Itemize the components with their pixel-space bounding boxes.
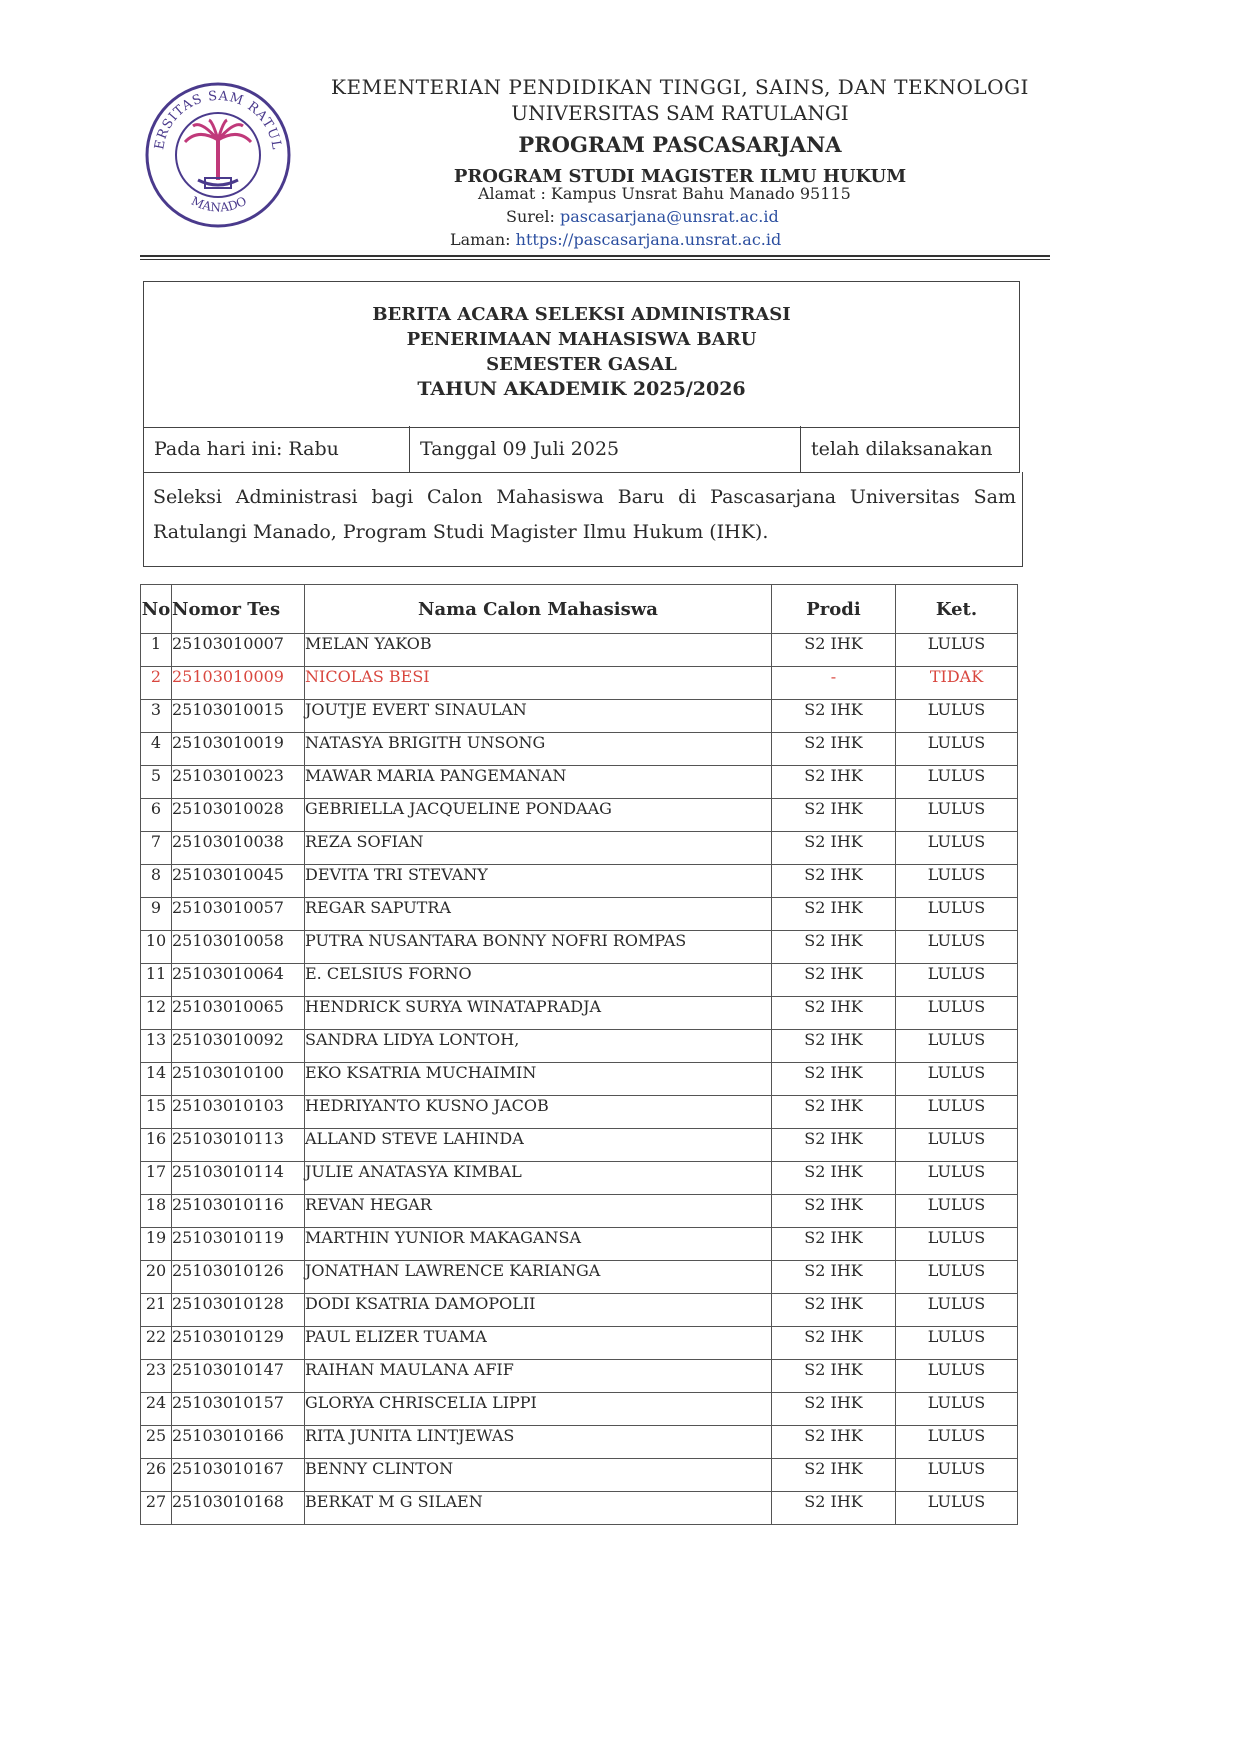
row-nomor-tes: 25103010166 (172, 1426, 305, 1459)
header-nomor-tes: Nomor Tes (172, 585, 305, 634)
row-nama: EKO KSATRIA MUCHAIMIN (305, 1063, 772, 1096)
row-prodi: S2 IHK (772, 1228, 896, 1261)
row-prodi: S2 IHK (772, 1162, 896, 1195)
row-no: 9 (141, 898, 172, 931)
row-ket: LULUS (896, 997, 1018, 1030)
row-prodi: S2 IHK (772, 1294, 896, 1327)
row-nama: MARTHIN YUNIOR MAKAGANSA (305, 1228, 772, 1261)
row-nomor-tes: 25103010019 (172, 733, 305, 766)
row-no: 16 (141, 1129, 172, 1162)
table-row (141, 964, 1018, 997)
table-row (141, 865, 1018, 898)
row-prodi: S2 IHK (772, 1129, 896, 1162)
website-label: Laman: (450, 230, 516, 249)
row-no: 4 (141, 733, 172, 766)
row-nama: ALLAND STEVE LAHINDA (305, 1129, 772, 1162)
email-link[interactable]: pascasarjana@unsrat.ac.id (559, 207, 779, 226)
row-no: 1 (141, 634, 172, 667)
email-label: Surel: (506, 207, 560, 226)
table-row (141, 1228, 1018, 1261)
row-ket: LULUS (896, 865, 1018, 898)
row-prodi: S2 IHK (772, 1063, 896, 1096)
row-nomor-tes: 25103010045 (172, 865, 305, 898)
row-nama: PUTRA NUSANTARA BONNY NOFRI ROMPAS (305, 931, 772, 964)
row-ket: LULUS (896, 964, 1018, 997)
table-row (141, 1030, 1018, 1063)
row-prodi: S2 IHK (772, 1096, 896, 1129)
row-nomor-tes: 25103010116 (172, 1195, 305, 1228)
row-nomor-tes: 25103010147 (172, 1360, 305, 1393)
row-prodi: S2 IHK (772, 1459, 896, 1492)
table-row (141, 700, 1018, 733)
header-no: No (141, 585, 172, 634)
university-name: UNIVERSITAS SAM RATULANGI (511, 101, 849, 125)
row-nama: GLORYA CHRISCELIA LIPPI (305, 1393, 772, 1426)
row-ket: LULUS (896, 634, 1018, 667)
table-row (141, 1459, 1018, 1492)
row-prodi: S2 IHK (772, 1492, 896, 1525)
row-prodi: S2 IHK (772, 1327, 896, 1360)
row-nama: E. CELSIUS FORNO (305, 964, 772, 997)
info-date: Tanggal 09 Juli 2025 (410, 426, 801, 472)
row-no: 26 (141, 1459, 172, 1492)
row-no: 3 (141, 700, 172, 733)
row-prodi: S2 IHK (772, 997, 896, 1030)
row-prodi: S2 IHK (772, 865, 896, 898)
row-ket: LULUS (896, 1393, 1018, 1426)
row-prodi: S2 IHK (772, 1195, 896, 1228)
row-prodi: S2 IHK (772, 766, 896, 799)
row-nama: JOUTJE EVERT SINAULAN (305, 700, 772, 733)
row-nama: HENDRICK SURYA WINATAPRADJA (305, 997, 772, 1030)
row-nama: BERKAT M G SILAEN (305, 1492, 772, 1525)
row-nama: DEVITA TRI STEVANY (305, 865, 772, 898)
results-table (140, 584, 1018, 1525)
university-seal-icon (143, 80, 293, 230)
table-row (141, 667, 1018, 700)
row-nama: REGAR SAPUTRA (305, 898, 772, 931)
document-title (144, 302, 1019, 402)
row-no: 12 (141, 997, 172, 1030)
info-day: Pada hari ini: Rabu (144, 426, 410, 472)
row-no: 2 (141, 667, 172, 700)
row-nomor-tes: 25103010023 (172, 766, 305, 799)
row-no: 17 (141, 1162, 172, 1195)
row-nomor-tes: 25103010015 (172, 700, 305, 733)
row-ket: LULUS (896, 1162, 1018, 1195)
row-nama: JONATHAN LAWRENCE KARIANGA (305, 1261, 772, 1294)
website-link[interactable]: https://pascasarjana.unsrat.ac.id (515, 230, 782, 249)
row-ket: LULUS (896, 1261, 1018, 1294)
table-row (141, 799, 1018, 832)
title-line-2: PENERIMAAN MAHASISWA BARU (406, 329, 757, 350)
table-row (141, 1129, 1018, 1162)
table-row (141, 1492, 1018, 1525)
row-nomor-tes: 25103010038 (172, 832, 305, 865)
row-ket: LULUS (896, 1327, 1018, 1360)
row-nomor-tes: 25103010028 (172, 799, 305, 832)
table-row (141, 1162, 1018, 1195)
row-nama: PAUL ELIZER TUAMA (305, 1327, 772, 1360)
table-body (141, 634, 1018, 1525)
row-no: 25 (141, 1426, 172, 1459)
title-line-3: SEMESTER GASAL (486, 354, 677, 375)
row-nama: NICOLAS BESI (305, 667, 772, 700)
row-ket: LULUS (896, 1426, 1018, 1459)
table-row (141, 733, 1018, 766)
row-ket: LULUS (896, 832, 1018, 865)
row-no: 18 (141, 1195, 172, 1228)
row-nomor-tes: 25103010064 (172, 964, 305, 997)
table-row (141, 634, 1018, 667)
row-nomor-tes: 25103010057 (172, 898, 305, 931)
table-row (141, 832, 1018, 865)
row-prodi: S2 IHK (772, 1261, 896, 1294)
table-row (141, 1426, 1018, 1459)
row-nomor-tes: 25103010119 (172, 1228, 305, 1261)
row-prodi: S2 IHK (772, 964, 896, 997)
table-row (141, 1261, 1018, 1294)
row-nama: JULIE ANATASYA KIMBAL (305, 1162, 772, 1195)
row-no: 21 (141, 1294, 172, 1327)
table-header-row (141, 585, 1018, 634)
table-row (141, 1195, 1018, 1228)
ministry-name: KEMENTERIAN PENDIDIKAN TINGGI, SAINS, DAN TEKNOLOGI (331, 75, 1029, 99)
info-done: telah dilaksanakan (811, 438, 993, 460)
row-ket: LULUS (896, 1063, 1018, 1096)
row-prodi: S2 IHK (772, 634, 896, 667)
row-prodi: S2 IHK (772, 898, 896, 931)
row-prodi: S2 IHK (772, 1426, 896, 1459)
row-ket: LULUS (896, 1294, 1018, 1327)
row-nomor-tes: 25103010007 (172, 634, 305, 667)
row-nama: RITA JUNITA LINTJEWAS (305, 1426, 772, 1459)
row-no: 15 (141, 1096, 172, 1129)
letterhead (330, 74, 1030, 192)
row-ket: LULUS (896, 931, 1018, 964)
row-nomor-tes: 25103010114 (172, 1162, 305, 1195)
title-line-4: TAHUN AKADEMIK 2025/2026 (417, 378, 746, 400)
table-row (141, 997, 1018, 1030)
row-prodi: S2 IHK (772, 1393, 896, 1426)
contact-block (450, 182, 851, 251)
row-prodi: S2 IHK (772, 700, 896, 733)
row-no: 13 (141, 1030, 172, 1063)
row-no: 14 (141, 1063, 172, 1096)
row-ket: LULUS (896, 1096, 1018, 1129)
svg-text:MANADO: MANADO (189, 193, 249, 215)
row-prodi: S2 IHK (772, 733, 896, 766)
table-row (141, 1327, 1018, 1360)
row-no: 11 (141, 964, 172, 997)
row-ket: LULUS (896, 733, 1018, 766)
header-divider (140, 255, 1050, 257)
row-no: 20 (141, 1261, 172, 1294)
table-row (141, 1294, 1018, 1327)
table-row (141, 1393, 1018, 1426)
row-nama: GEBRIELLA JACQUELINE PONDAAG (305, 799, 772, 832)
row-prodi: S2 IHK (772, 931, 896, 964)
row-ket: LULUS (896, 1030, 1018, 1063)
row-nomor-tes: 25103010167 (172, 1459, 305, 1492)
row-nomor-tes: 25103010009 (172, 667, 305, 700)
row-no: 8 (141, 865, 172, 898)
header-nama: Nama Calon Mahasiswa (305, 585, 772, 634)
row-prodi: S2 IHK (772, 1360, 896, 1393)
row-nama: RAIHAN MAULANA AFIF (305, 1360, 772, 1393)
row-nama: DODI KSATRIA DAMOPOLII (305, 1294, 772, 1327)
table-row (141, 931, 1018, 964)
row-nama: SANDRA LIDYA LONTOH, (305, 1030, 772, 1063)
study-program-name: PROGRAM STUDI MAGISTER ILMU HUKUM (453, 166, 907, 187)
row-no: 22 (141, 1327, 172, 1360)
row-nomor-tes: 25103010129 (172, 1327, 305, 1360)
row-ket: LULUS (896, 1228, 1018, 1261)
description: Seleksi Administrasi bagi Calon Mahasiswa Baru di Pascasarjana Universitas Sam Ratulangi Manado, Program Studi Magister Ilmu Hukum (IHK). (143, 472, 1023, 567)
header-divider-thin (140, 259, 1050, 260)
row-no: 23 (141, 1360, 172, 1393)
table-row (141, 766, 1018, 799)
header-prodi: Prodi (772, 585, 896, 634)
row-ket: LULUS (896, 1459, 1018, 1492)
row-nomor-tes: 25103010157 (172, 1393, 305, 1426)
row-nomor-tes: 25103010126 (172, 1261, 305, 1294)
table-row (141, 1360, 1018, 1393)
svg-text:UNIVERSITAS SAM RATULANGI: ERSITAS SAM RATUL (152, 88, 284, 152)
row-no: 19 (141, 1228, 172, 1261)
header-ket: Ket. (896, 585, 1018, 634)
row-no: 24 (141, 1393, 172, 1426)
row-nama: MAWAR MARIA PANGEMANAN (305, 766, 772, 799)
row-ket: LULUS (896, 1129, 1018, 1162)
row-ket: LULUS (896, 1195, 1018, 1228)
table-row (141, 898, 1018, 931)
row-prodi: S2 IHK (772, 832, 896, 865)
row-no: 6 (141, 799, 172, 832)
title-line-1: BERITA ACARA SELEKSI ADMINISTRASI (372, 304, 791, 325)
row-ket: LULUS (896, 700, 1018, 733)
row-nomor-tes: 25103010113 (172, 1129, 305, 1162)
email-line (450, 205, 851, 228)
row-ket: LULUS (896, 898, 1018, 931)
row-nomor-tes: 25103010128 (172, 1294, 305, 1327)
row-ket: LULUS (896, 1492, 1018, 1525)
row-ket: LULUS (896, 799, 1018, 832)
row-no: 5 (141, 766, 172, 799)
info-row (143, 426, 1020, 473)
row-prodi: - (772, 667, 896, 700)
row-nama: MELAN YAKOB (305, 634, 772, 667)
row-nomor-tes: 25103010065 (172, 997, 305, 1030)
row-ket: LULUS (896, 1360, 1018, 1393)
row-no: 10 (141, 931, 172, 964)
row-nomor-tes: 25103010092 (172, 1030, 305, 1063)
row-no: 27 (141, 1492, 172, 1525)
row-nama: NATASYA BRIGITH UNSONG (305, 733, 772, 766)
row-prodi: S2 IHK (772, 799, 896, 832)
document-title-box (143, 281, 1020, 428)
table-row (141, 1096, 1018, 1129)
row-nomor-tes: 25103010100 (172, 1063, 305, 1096)
row-ket: LULUS (896, 766, 1018, 799)
row-nomor-tes: 25103010168 (172, 1492, 305, 1525)
row-nomor-tes: 25103010058 (172, 931, 305, 964)
row-no: 7 (141, 832, 172, 865)
row-nama: REVAN HEGAR (305, 1195, 772, 1228)
row-nama: REZA SOFIAN (305, 832, 772, 865)
row-nama: HEDRIYANTO KUSNO JACOB (305, 1096, 772, 1129)
row-nama: BENNY CLINTON (305, 1459, 772, 1492)
row-nomor-tes: 25103010103 (172, 1096, 305, 1129)
program-name: PROGRAM PASCASARJANA (518, 132, 842, 157)
website-line (450, 228, 851, 251)
table-row (141, 1063, 1018, 1096)
address: Alamat : Kampus Unsrat Bahu Manado 95115 (478, 184, 851, 203)
row-ket: TIDAK (896, 667, 1018, 700)
row-prodi: S2 IHK (772, 1030, 896, 1063)
